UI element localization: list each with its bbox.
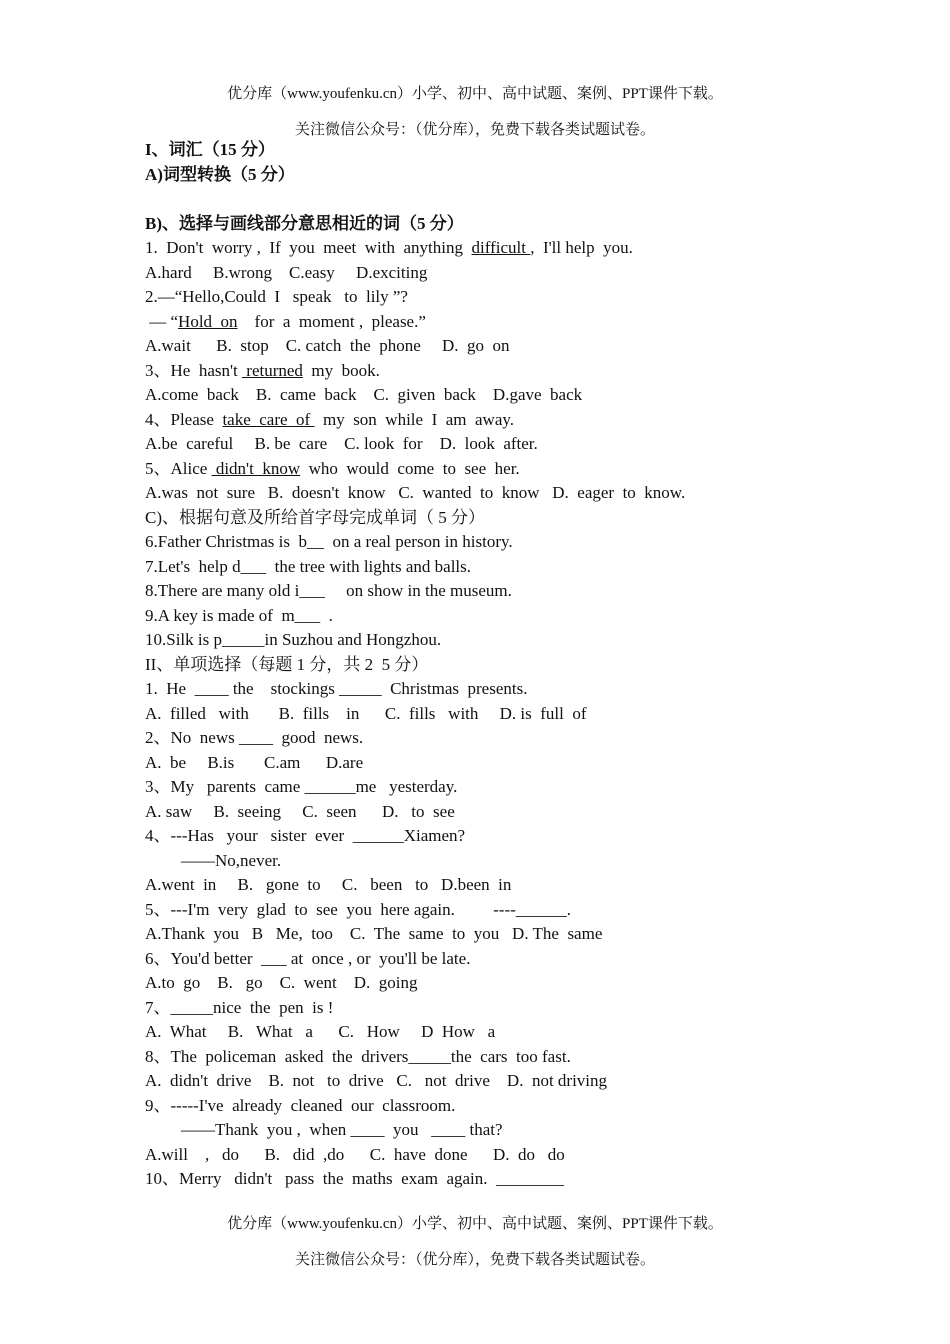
question-c6: 6.Father Christmas is b__ on a real person in history. — [145, 532, 513, 551]
section1-title: I、词汇（15 分） — [145, 140, 275, 159]
question-2-2: 2、No news ____ good news. — [145, 728, 364, 747]
page-footer-line2: 关注微信公众号：（优分库），免费下载各类试题试卷。 — [294, 1252, 655, 1268]
q-text: 1. Don't worry , If you meet with anything — [145, 238, 472, 257]
options-2-1: A. filled with B. fills in C. fills with D. is full of — [145, 703, 587, 723]
part-b-title: B)、选择与画线部分意思相近的词（5 分） — [145, 213, 464, 233]
question-b2-reply — [145, 310, 925, 335]
question-2-9: 9、-----I've already cleaned our classroom. — [145, 1095, 456, 1115]
part-a-title: A)词型转换（5 分） — [145, 164, 295, 184]
question-b5 — [145, 457, 925, 482]
q-text: who would come to see her. — [300, 458, 520, 478]
question-b2: 2.—“Hello,Could I speak to lily ”? — [145, 287, 408, 306]
options-2-4: A.went in B. gone to C. been to D.been in — [145, 875, 512, 894]
options-b5: A.was not sure B. doesn't know C. wanted to know D. eager to know. — [145, 483, 686, 502]
question-2-8: 8、The policeman asked the drivers_____the cars too fast. — [145, 1046, 571, 1066]
q-text: my book. — [302, 360, 380, 380]
answer-space — [145, 187, 925, 212]
question-2-1: 1. He ____ the stockings _____ Christmas presents. — [145, 679, 528, 698]
q-text: for a moment , please.” — [237, 311, 426, 331]
question-2-7: 7、_____nice the pen is ! — [145, 997, 334, 1017]
options-b4: A.be careful B. be care C. look for D. look after. — [145, 434, 538, 453]
underlined-word: didn't know — [211, 458, 301, 478]
page-header-line1: 优分库（www.youfenku.cn）小学、初中、高中试题、案例、PPT课件下载。 — [227, 86, 723, 102]
question-c8: 8.There are many old i___ on show in the museum. — [145, 581, 512, 600]
options-b2: A.wait B. stop C. catch the phone D. go on — [145, 336, 510, 355]
question-2-3: 3、My parents came ______me yesterday. — [145, 777, 458, 796]
question-b4 — [145, 408, 925, 433]
question-2-9-reply: ——Thank you , when ____ you ____ that? — [181, 1120, 503, 1139]
q-text: , I'll help you. — [530, 238, 633, 257]
question-c10: 10.Silk is p_____in Suzhou and Hongzhou. — [145, 630, 442, 649]
q-text: 3、He hasn't — [145, 360, 243, 380]
options-2-9: A.will , do B. did ,do C. have done D. do do — [145, 1144, 565, 1164]
q-text: 5、Alice — [145, 458, 212, 478]
options-2-7: A. What B. What a C. How D How a — [145, 1022, 496, 1041]
exam-content — [145, 138, 925, 1192]
options-b1: A.hard B.wrong C.easy D.exciting — [145, 262, 428, 282]
question-2-4: 4、---Has your sister ever ______Xiamen? — [145, 826, 466, 845]
question-2-10: 10、Merry didn't pass the maths exam again. ________ — [145, 1169, 565, 1188]
q-text: — “ — [145, 311, 179, 331]
page-header-line2: 关注微信公众号：（优分库），免费下载各类试题试卷。 — [294, 122, 655, 138]
part-c-title: C)、根据句意及所给首字母完成单词（ 5 分） — [145, 507, 485, 527]
options-2-6: A.to go B. go C. went D. going — [145, 973, 418, 992]
question-c9: 9.A key is made of m___ . — [145, 605, 333, 625]
options-2-3: A. saw B. seeing C. seen D. to see — [145, 801, 455, 821]
section2-title: II、单项选择（每题 1 分，共 2 5 分） — [145, 654, 429, 674]
underlined-word: returned — [242, 360, 303, 380]
options-2-5: A.Thank you B Me, too C. The same to you D. The same — [145, 924, 603, 943]
underlined-word: Hold on — [178, 311, 238, 331]
question-b1 — [145, 236, 925, 261]
q-text: 4、Please — [145, 409, 223, 429]
question-2-4-reply: ——No,never. — [181, 850, 282, 870]
underlined-word: difficult — [471, 238, 531, 257]
options-2-2: A. be B.is C.am D.are — [145, 752, 364, 772]
question-2-6: 6、You'd better ___ at once , or you'll be late. — [145, 948, 471, 968]
page-footer-line1: 优分库（www.youfenku.cn）小学、初中、高中试题、案例、PPT课件下载。 — [227, 1216, 723, 1232]
q-text: my son while I am away. — [314, 409, 515, 429]
options-2-8: A. didn't drive B. not to drive C. not drive D. not driving — [145, 1071, 608, 1090]
question-2-5: 5、---I'm very glad to see you here again. ----______. — [145, 899, 572, 919]
question-b3 — [145, 359, 925, 384]
underlined-word: take care of — [222, 409, 315, 429]
question-c7: 7.Let's help d___ the tree with lights and balls. — [145, 556, 472, 576]
options-b3: A.come back B. came back C. given back D.gave back — [145, 385, 583, 404]
